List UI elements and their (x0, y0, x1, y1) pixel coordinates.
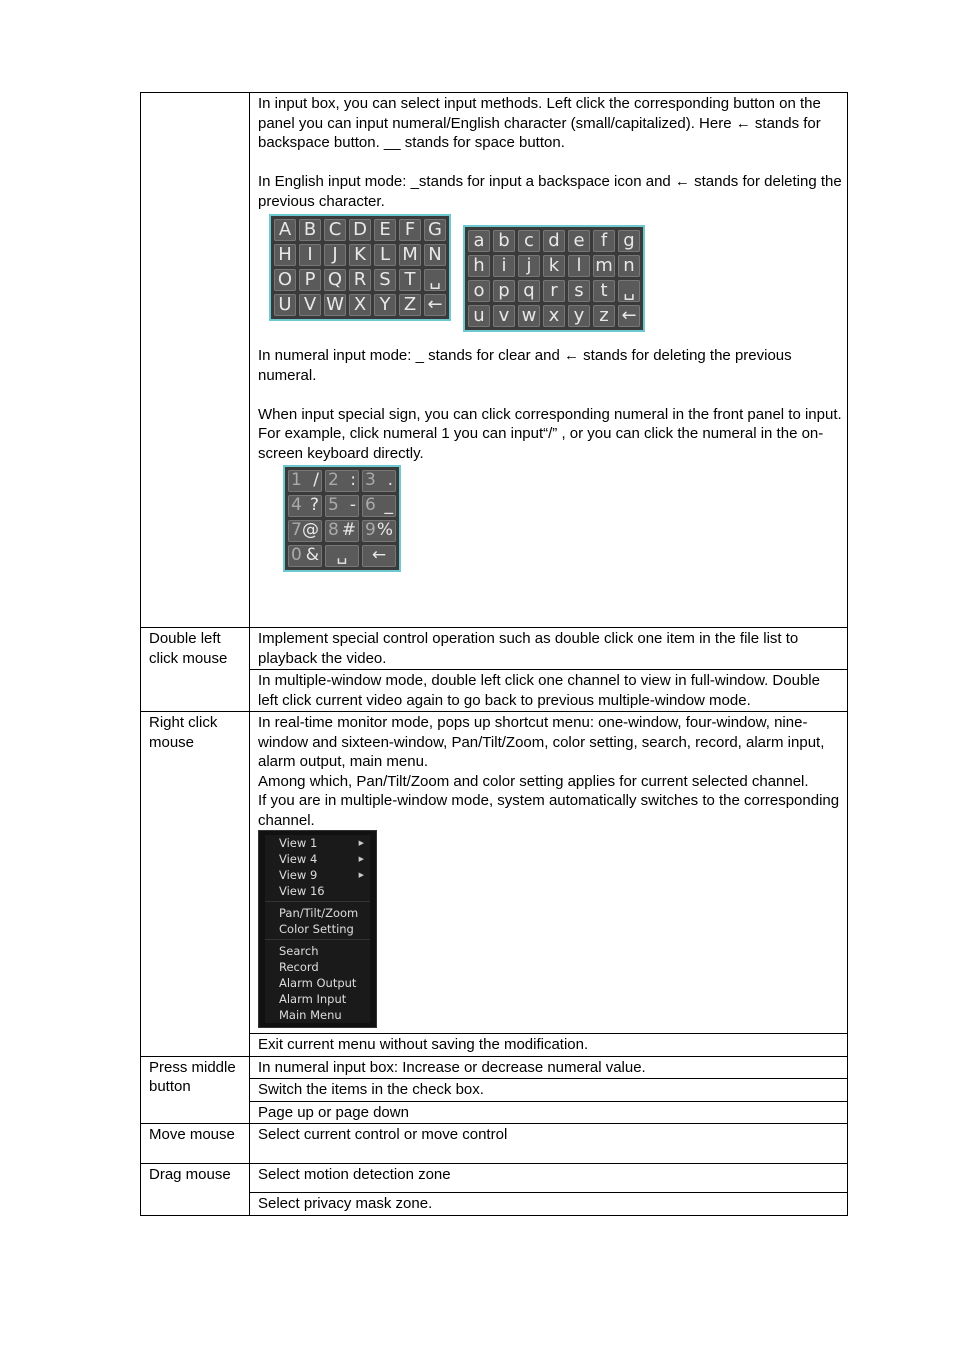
menu-item-label: Search (279, 944, 319, 958)
menu-separator (265, 939, 370, 940)
key-digit: 8 (328, 520, 339, 541)
key-button[interactable]: A (274, 219, 296, 241)
key-button[interactable]: I (299, 244, 321, 266)
right-click-text-3: If you are in multiple-window mode, system automatically switches to the corresponding channel. (258, 792, 840, 829)
key-symbol: _ (384, 495, 393, 516)
key-symbol: / (313, 470, 319, 491)
key-button[interactable]: D (349, 219, 371, 241)
table-cell: Select privacy mask zone. (250, 1193, 848, 1216)
table-row (141, 628, 848, 670)
key-button[interactable]: y (568, 305, 590, 327)
numeral-key-button[interactable] (362, 470, 396, 492)
key-button[interactable]: ← (618, 305, 640, 327)
key-button[interactable]: h (468, 255, 490, 277)
key-button[interactable]: s (568, 280, 590, 302)
right-click-text-2: Among which, Pan/Tilt/Zoom and color setting applies for current selected channel. (258, 772, 809, 790)
table-row (141, 93, 848, 628)
submenu-arrow-icon: ▶ (358, 871, 364, 879)
menu-item[interactable] (265, 905, 370, 921)
key-button[interactable]: x (543, 305, 565, 327)
menu-item[interactable] (265, 883, 370, 899)
menu-item[interactable] (265, 943, 370, 959)
numeral-key-button[interactable] (288, 520, 322, 542)
key-button[interactable]: o (468, 280, 490, 302)
row-label: Move mouse (141, 1124, 250, 1164)
menu-item-label: Main Menu (279, 1008, 342, 1022)
table-cell: Switch the items in the check box. (250, 1079, 848, 1102)
key-button[interactable]: V (299, 294, 321, 316)
key-button[interactable]: n (618, 255, 640, 277)
key-button[interactable]: W (324, 294, 346, 316)
numeral-keyboard (285, 467, 399, 570)
numeral-key-button[interactable] (325, 520, 359, 542)
key-button[interactable]: ␣ (424, 269, 446, 291)
key-digit: 4 (291, 495, 302, 516)
menu-item[interactable] (265, 991, 370, 1007)
key-button[interactable]: H (274, 244, 296, 266)
key-button[interactable]: p (493, 280, 515, 302)
key-button[interactable]: d (543, 230, 565, 252)
table-row (141, 1164, 848, 1193)
numeral-key-button[interactable] (362, 545, 396, 567)
numeral-key-button[interactable] (362, 520, 396, 542)
key-digit: 2 (328, 470, 339, 491)
numeral-key-button[interactable] (325, 470, 359, 492)
key-button[interactable]: z (593, 305, 615, 327)
row-label: Double left click mouse (141, 628, 250, 712)
menu-item[interactable] (265, 1007, 370, 1023)
table-cell: Select current control or move control (250, 1124, 848, 1164)
mouse-operation-table (140, 92, 848, 1216)
key-button[interactable]: m (593, 255, 615, 277)
key-symbol: - (349, 495, 356, 516)
table-cell: Implement special control operation such as double click one item in the file list to playback the video. (250, 628, 848, 670)
numeral-key-button[interactable] (325, 495, 359, 517)
key-symbol: & (305, 545, 319, 566)
menu-separator (265, 901, 370, 902)
key-button[interactable]: T (399, 269, 421, 291)
shortcut-menu-list (265, 835, 370, 1023)
table-row (141, 1124, 848, 1164)
numeral-key-button[interactable] (325, 545, 359, 567)
numeral-keyboard-wrap (258, 463, 843, 579)
submenu-arrow-icon: ▶ (358, 855, 364, 863)
table-row (141, 712, 848, 1034)
key-button[interactable]: E (374, 219, 396, 241)
menu-item-label: Color Setting (279, 922, 354, 936)
table-cell: Exit current menu without saving the modification. (250, 1034, 848, 1057)
key-button[interactable]: Q (324, 269, 346, 291)
table-cell: Page up or page down (250, 1101, 848, 1124)
key-button[interactable]: g (618, 230, 640, 252)
key-symbol: . (387, 470, 393, 491)
menu-item-label: Alarm Input (279, 992, 347, 1006)
numeral-key-button[interactable] (288, 495, 322, 517)
key-button[interactable]: B (299, 219, 321, 241)
uppercase-keyboard (271, 216, 449, 319)
key-button[interactable]: l (568, 255, 590, 277)
key-button[interactable]: r (543, 280, 565, 302)
key-button[interactable]: M (399, 244, 421, 266)
special-sign-text: When input special sign, you can click corresponding numeral in the front panel to input. For example, click numeral 1 you can input“/” , or you can click the numeral in the on-screen keyboard directly. (258, 405, 842, 462)
numeral-key-button[interactable] (288, 470, 322, 492)
numeral-key-button[interactable] (362, 495, 396, 517)
key-button[interactable]: Z (399, 294, 421, 316)
key-button[interactable]: f (593, 230, 615, 252)
table-row (141, 1056, 848, 1079)
table-cell: Select motion detection zone (250, 1164, 848, 1193)
key-digit: 1 (291, 470, 302, 491)
key-symbol: # (341, 520, 356, 541)
key-button[interactable]: X (349, 294, 371, 316)
key-button[interactable]: P (299, 269, 321, 291)
key-button[interactable]: K (349, 244, 371, 266)
key-button[interactable]: ␣ (618, 280, 640, 302)
menu-item-label: Alarm Output (279, 976, 357, 990)
right-click-text-1: In real-time monitor mode, pops up shortcut menu: one-window, four-window, nine-window and sixteen-window, Pan/Tilt/Zoom, color setting, search, record, alarm input, alarm output, main menu. (258, 714, 825, 770)
key-button[interactable]: G (424, 219, 446, 241)
menu-item[interactable] (265, 975, 370, 991)
table-cell: In numeral input box: Increase or decrease numeral value. (250, 1056, 848, 1079)
key-button[interactable]: L (374, 244, 396, 266)
submenu-arrow-icon: ▶ (358, 839, 364, 847)
input-methods-intro: In input box, you can select input methods. Left click the corresponding button on the panel you can input numeral/English character (small/capitalized). Here ← stands for backspace button. __ stands for space button. (258, 95, 821, 151)
key-button[interactable]: w (518, 305, 540, 327)
row-label: Press middle button (141, 1056, 250, 1124)
row-label: Drag mouse (141, 1164, 250, 1216)
menu-item[interactable] (265, 835, 370, 851)
key-symbol: ␣ (336, 545, 348, 566)
menu-item[interactable] (265, 867, 370, 883)
key-button[interactable]: i (493, 255, 515, 277)
key-button[interactable]: Y (374, 294, 396, 316)
english-keyboards (258, 211, 843, 346)
right-click-cell (250, 712, 848, 1034)
key-button[interactable]: S (374, 269, 396, 291)
menu-item-label: Record (279, 960, 319, 974)
key-digit: 3 (365, 470, 376, 491)
key-symbol: ← (371, 545, 387, 566)
menu-item[interactable] (265, 921, 370, 937)
key-button[interactable]: F (399, 219, 421, 241)
key-button[interactable]: k (543, 255, 565, 277)
key-symbol: % (376, 520, 393, 541)
table-cell: In multiple-window mode, double left click one channel to view in full-window. Double left click current video again to go back to previous multiple-window mode. (250, 670, 848, 712)
key-digit: 9 (365, 520, 376, 541)
shortcut-menu-wrap (258, 830, 843, 1032)
menu-item[interactable] (265, 959, 370, 975)
numeral-key-button[interactable] (288, 545, 322, 567)
key-digit: 6 (365, 495, 376, 516)
lowercase-keyboard (465, 227, 643, 330)
key-button[interactable]: c (518, 230, 540, 252)
key-button[interactable]: O (274, 269, 296, 291)
key-button[interactable]: C (324, 219, 346, 241)
key-button[interactable]: J (324, 244, 346, 266)
key-button[interactable]: N (424, 244, 446, 266)
menu-item-label: View 16 (279, 884, 325, 898)
key-button[interactable]: v (493, 305, 515, 327)
key-button[interactable]: a (468, 230, 490, 252)
key-symbol: : (350, 470, 356, 491)
row-label: Right click mouse (141, 712, 250, 1057)
key-symbol: ? (309, 495, 319, 516)
key-button[interactable]: R (349, 269, 371, 291)
key-button[interactable]: e (568, 230, 590, 252)
key-button[interactable]: t (593, 280, 615, 302)
key-button[interactable]: U (274, 294, 296, 316)
english-mode-text: In English input mode: _stands for input a backspace icon and ← stands for deleting the previous character. (258, 173, 842, 210)
menu-item[interactable] (265, 851, 370, 867)
key-button[interactable]: j (518, 255, 540, 277)
menu-item-label: Pan/Tilt/Zoom (279, 906, 359, 920)
key-digit: 0 (291, 545, 302, 566)
key-button[interactable]: ← (424, 294, 446, 316)
row-label-empty (141, 93, 250, 628)
key-digit: 5 (328, 495, 339, 516)
menu-item-label: View 1 (279, 836, 318, 850)
key-symbol: @ (302, 520, 319, 541)
key-digit: 7 (291, 520, 302, 541)
menu-item-label: View 4 (279, 852, 318, 866)
menu-item-label: View 9 (279, 868, 318, 882)
key-button[interactable]: u (468, 305, 490, 327)
numeral-mode-text: In numeral input mode: _ stands for clear and ← stands for deleting the previous numeral. (258, 347, 792, 384)
input-methods-cell (250, 93, 848, 628)
key-button[interactable]: b (493, 230, 515, 252)
key-button[interactable]: q (518, 280, 540, 302)
shortcut-menu (258, 830, 377, 1028)
